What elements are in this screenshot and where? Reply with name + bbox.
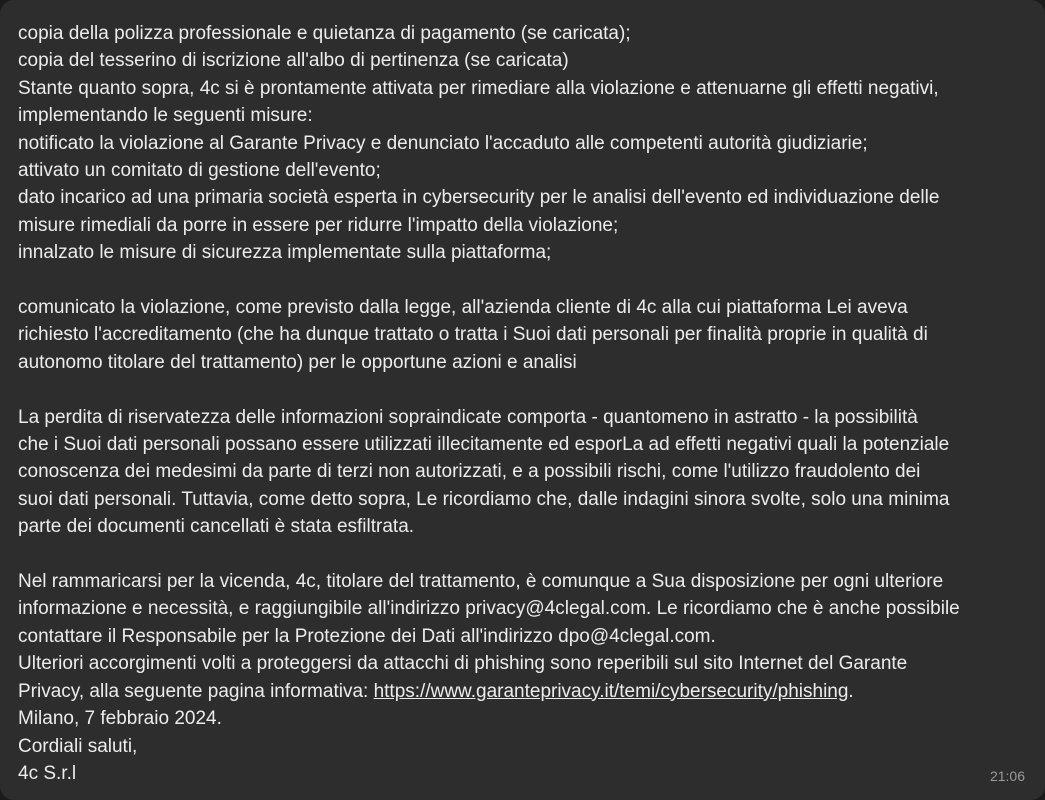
message-line: dato incarico ad una primaria società esperta in cybersecurity per le analisi dell'evento ed individuazione delle (18, 187, 940, 209)
message-body (18, 20, 1027, 678)
message-line: attivato un comitato di gestione dell'evento; (18, 160, 381, 182)
message-line-link (18, 678, 1027, 705)
message-timestamp: 21:06 (989, 767, 1025, 784)
closing-line: Cordiali saluti, (18, 735, 138, 757)
message-line: Stante quanto sopra, 4c si è prontamente attivata per rimediare alla violazione e attenuarne gli effetti negativi, (18, 77, 939, 99)
message-line: che i Suoi dati personali possano essere utilizzati illecitamente ed esporLa ad effetti negativi quali la potenziale (18, 434, 950, 456)
paragraph-gap (18, 541, 1027, 568)
message-line: notificato la violazione al Garante Privacy e denunciato l'accaduto alle competenti autorità giudiziarie; (18, 132, 868, 154)
message-line: copia della polizza professionale e quietanza di pagamento (se caricata); (18, 23, 631, 44)
message-line: implementando le seguenti misure: (18, 105, 313, 127)
message-line: Ulteriori accorgimenti volti a proteggersi da attacchi di phishing sono reperibili sul sito Internet del Garante (18, 653, 908, 675)
link-prefix: Privacy, alla seguente pagina informativa: (18, 680, 374, 702)
closing-line: Milano, 7 febbraio 2024. (18, 708, 222, 730)
message-line: misure rimediali da porre in essere per ridurre l'impatto della violazione; (18, 214, 619, 236)
paragraph-gap (18, 267, 1027, 294)
message-line: contattare il Responsabile per la Protezione dei Dati all'indirizzo dpo@4clegal.com. (18, 625, 716, 647)
message-line: comunicato la violazione, come previsto dalla legge, all'azienda cliente di 4c alla cui piattaforma Lei aveva (18, 297, 908, 319)
message-line: copia del tesserino di iscrizione all'albo di pertinenza (se caricata) (18, 50, 569, 72)
closing-line: 4c S.r.l (18, 762, 77, 784)
message-line: parte dei documenti cancellati è stata esfiltrata. (18, 516, 415, 538)
phishing-info-link[interactable]: https://www.garanteprivacy.it/temi/cybersecurity/phishing (373, 680, 849, 702)
message-line: innalzato le misure di sicurezza implementate sulla piattaforma; (18, 242, 552, 264)
message-line: richiesto l'accreditamento (che ha dunque trattato o tratta i Suoi dati personali per finalità proprie in qualità di (18, 324, 928, 346)
message-line: autonomo titolare del trattamento) per le opportune azioni e analisi (18, 351, 577, 373)
paragraph-gap (18, 376, 1027, 403)
message-line: informazione e necessità, e raggiungibile all'indirizzo privacy@4clegal.com. Le ricordiamo che è anche possibile (18, 598, 960, 620)
link-suffix: . (848, 680, 854, 702)
message-line: Nel rammaricarsi per la vicenda, 4c, titolare del trattamento, è comunque a Sua disposizione per ogni ulteriore (18, 571, 944, 593)
message-line: La perdita di riservatezza delle informazioni sopraindicate comporta - quantomeno in astratto - la possibilità (18, 406, 918, 428)
message-line: conoscenza dei medesimi da parte di terzi non autorizzati, e a possibili rischi, come l'utilizzo fraudolento dei (18, 461, 921, 483)
message-closing (18, 705, 1027, 787)
message-line: suoi dati personali. Tuttavia, come detto sopra, Le ricordiamo che, dalle indagini sinora svolte, solo una minima (18, 488, 950, 510)
